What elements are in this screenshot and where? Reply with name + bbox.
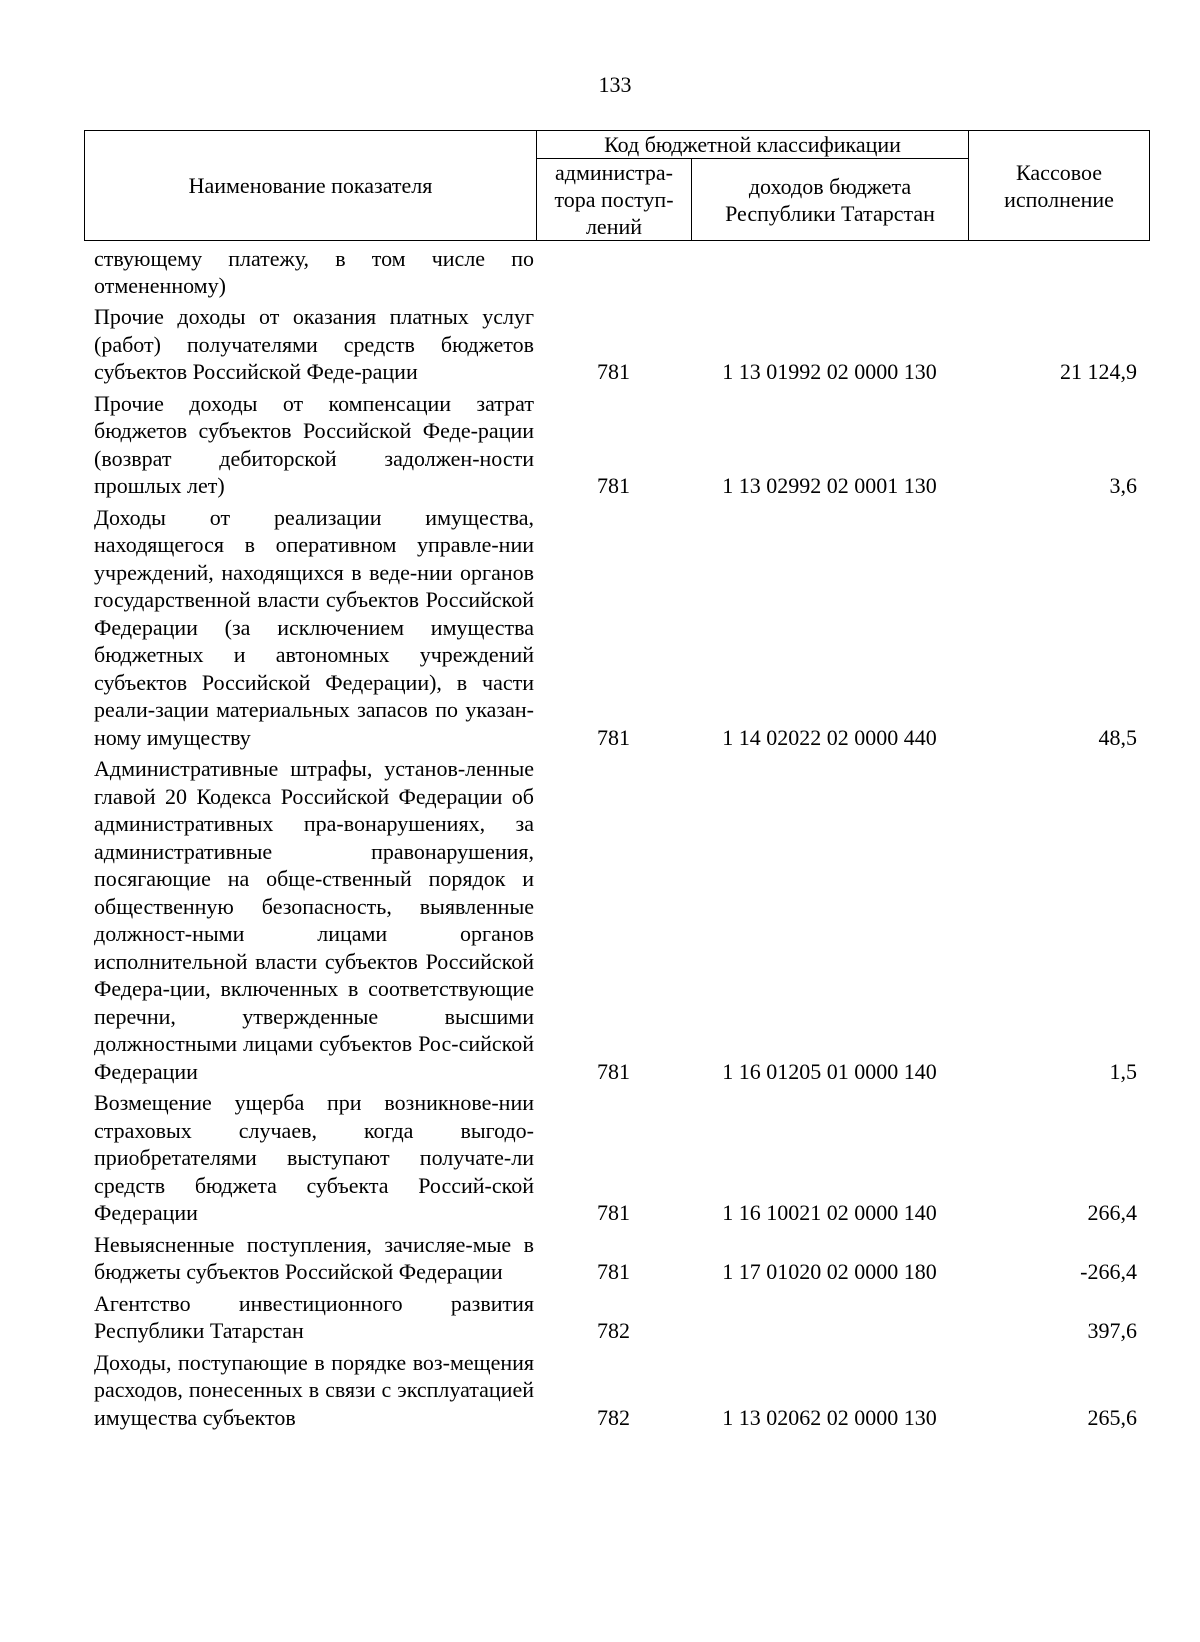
table-body	[84, 245, 1149, 1435]
table-row	[84, 1231, 1149, 1286]
header-code-group: Код бюджетной классификации	[537, 131, 969, 159]
row-name: Прочие доходы от оказания платных услуг (работ) получателями средств бюджетов субъектов Российской Феде-рации	[94, 304, 534, 384]
row-exec-value: 1,5	[1109, 1058, 1137, 1084]
row-income-code: 1 14 02022 02 0000 440	[722, 724, 937, 750]
table-row	[84, 1349, 1149, 1432]
row-exec-value: -266,4	[1080, 1259, 1137, 1284]
row-exec-value: 3,6	[1109, 473, 1137, 498]
table-row	[84, 1089, 1149, 1227]
row-admin-code: 782	[597, 1318, 630, 1343]
row-income-code: 1 13 02062 02 0000 130	[722, 1404, 937, 1430]
row-admin-code: 781	[597, 473, 630, 498]
row-exec-value: 265,6	[1087, 1404, 1137, 1430]
row-exec-value: 21 124,9	[1060, 359, 1137, 384]
row-income-code: 1 16 10021 02 0000 140	[722, 1200, 937, 1225]
row-name: ствующему платежу, в том числе по отмененному)	[94, 246, 534, 298]
row-admin-code: 781	[597, 1200, 630, 1225]
row-name: Доходы, поступающие в порядке воз-мещения расходов, понесенных в связи с эксплуатацией имущества субъектов	[94, 1349, 534, 1430]
row-exec-value: 266,4	[1087, 1200, 1137, 1225]
row-name: Возмещение ущерба при возникнове-нии страховых случаев, когда выгодо-приобретателями выступают получате-ли средств бюджета субъекта Россий-ской Федерации	[94, 1090, 534, 1225]
row-admin-code: 781	[597, 359, 630, 384]
header-admin: администра-тора поступ-лений	[537, 159, 692, 241]
row-name: Агентство инвестиционного развития Республики Татарстан	[94, 1290, 534, 1343]
row-name: Невыясненные поступления, зачисляе-мые в бюджеты субъектов Российской Федерации	[94, 1231, 534, 1284]
row-admin-code: 782	[597, 1404, 630, 1430]
row-income-code: 1 16 01205 01 0000 140	[722, 1058, 937, 1084]
row-name: Прочие доходы от компенсации затрат бюджетов субъектов Российской Феде-рации (возврат дебиторской задолжен-ности прошлых лет)	[94, 390, 534, 498]
page-number: 133	[598, 72, 632, 97]
header-exec: Кассовое исполнение	[969, 131, 1150, 241]
row-admin-code: 781	[597, 1259, 630, 1284]
row-name: Доходы от реализации имущества, находящегося в оперативном управле-нии учреждений, находящихся в веде-нии органов государственной власти субъектов Российской Федерации (за исключением имущества бюджетных и автономных учреждений субъектов Российской Федерации), в части реали-зации материальных запасов по указан-ному имуществу	[94, 504, 534, 750]
row-income-code: 1 13 01992 02 0000 130	[722, 359, 937, 384]
header-income: доходов бюджета Республики Татарстан	[692, 159, 969, 241]
row-name: Административные штрафы, установ-ленные главой 20 Кодекса Российской Федерации об административных пра-вонарушениях, за административные правонарушения, посягающие на обще-ственный порядок и общественную безопасность, выявленные должност-ными лицами органов исполнительной власти субъектов Российской Федера-ции, включенных в соответствующие перечни, утвержденные высшими должностными лицами субъектов Рос-сийской Федерации	[94, 756, 534, 1084]
row-income-code: 1 17 01020 02 0000 180	[722, 1259, 937, 1284]
table-row	[84, 390, 1149, 500]
table-row	[84, 1290, 1149, 1345]
header-name: Наименование показателя	[85, 131, 537, 241]
table-row	[84, 245, 1149, 299]
table-row	[84, 755, 1149, 1085]
row-exec-value: 48,5	[1098, 724, 1137, 750]
row-exec-value: 397,6	[1087, 1318, 1137, 1343]
table-row	[84, 504, 1149, 752]
row-income-code: 1 13 02992 02 0001 130	[722, 473, 937, 498]
row-admin-code: 781	[597, 724, 630, 750]
table-header	[84, 130, 1150, 241]
table-row	[84, 303, 1149, 386]
row-admin-code: 781	[597, 1058, 630, 1084]
